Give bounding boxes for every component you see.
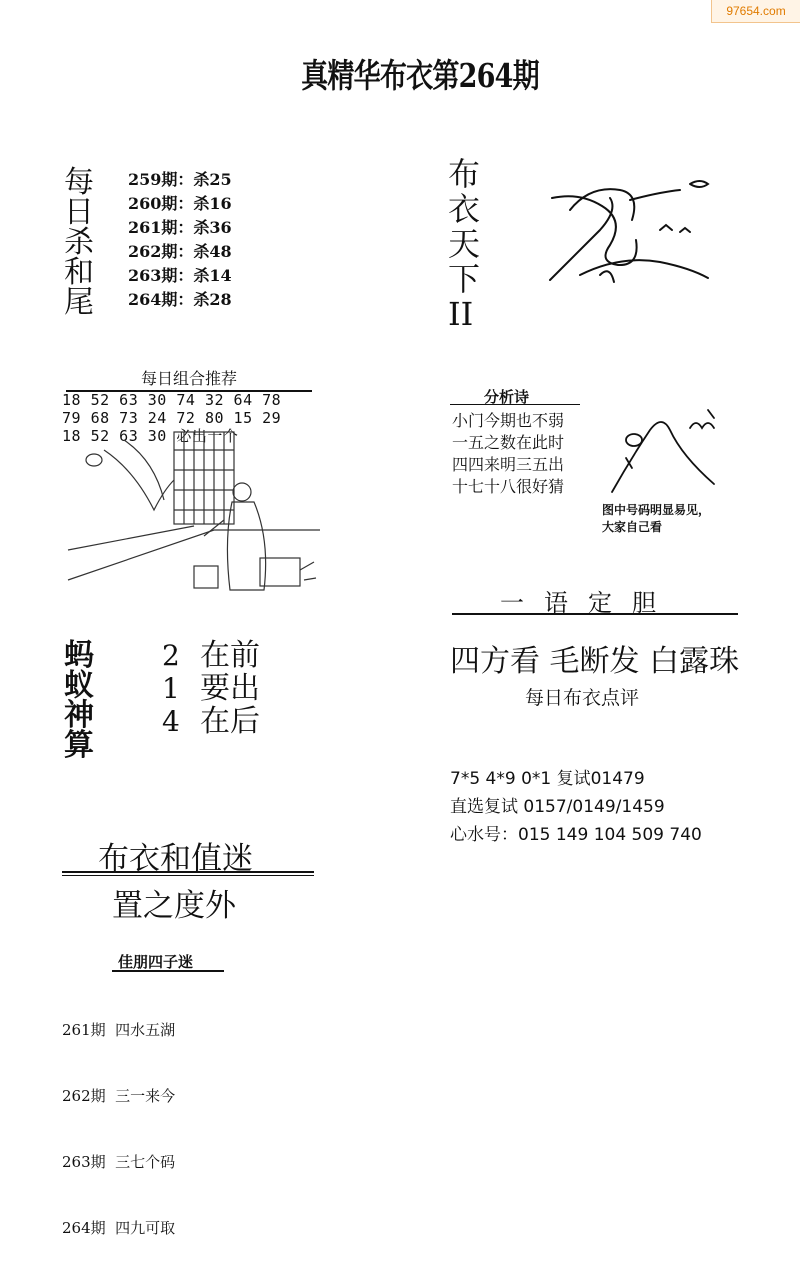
four-riddle-heading: 佳朋四子迷 [118, 953, 194, 971]
site-watermark: 97654.com [711, 0, 800, 23]
kill-vertical-heading: 每 日 杀 和 尾 [64, 165, 94, 320]
code-list [450, 765, 702, 849]
list-item: 264期 四九可取 [62, 1219, 176, 1237]
poem-title: 分析诗 [484, 388, 530, 406]
list-item: 264期：杀28 [128, 290, 232, 309]
list-item: 260期：杀16 [128, 194, 232, 213]
list-item: 262期：杀48 [128, 242, 232, 261]
kill-list [128, 168, 232, 312]
poem-divider [450, 404, 580, 405]
combo-row: 18 52 63 30 必出一个 [62, 427, 239, 445]
sum-riddle-title: 布衣和值迷 [98, 841, 253, 877]
yiyu-divider [452, 613, 738, 615]
code-line: 7*5 4*9 0*1 复试01479 [450, 769, 645, 789]
poem-line: 四四来明三五出 [452, 455, 565, 474]
list-item: 1 要出 [162, 671, 260, 706]
poem-line: 一五之数在此时 [452, 433, 565, 452]
code-line: 心水号：015 149 104 509 740 [450, 825, 702, 845]
picture-hint: 图中号码明显易见， 大家自己看 [602, 503, 711, 534]
list-item: 2 在前 [162, 638, 260, 673]
sum-riddle-divider [62, 871, 314, 873]
list-item: 262期 三一来今 [62, 1087, 176, 1105]
poem-lines [452, 410, 564, 498]
combo-row: 79 68 73 24 72 80 15 29 [62, 409, 282, 427]
code-line: 直选复试 0157/0149/1459 [450, 797, 665, 817]
daily-comment-heading: 每日布衣点评 [525, 687, 640, 709]
buyi-vertical-heading: 布 衣 天 下 II [448, 155, 481, 333]
page-title: 真精华布衣第264期 [301, 56, 539, 95]
scholar-illustration [64, 430, 320, 598]
mayi-vertical-heading: 蚂 蚁 神 算 [64, 638, 94, 763]
list-item: 259期：杀25 [128, 170, 232, 189]
riddle-line: 四方看 毛断发 白露珠 [450, 644, 740, 679]
four-riddle-list [62, 975, 175, 1261]
four-riddle-divider [112, 970, 224, 972]
poem-line: 小门今期也不弱 [452, 411, 565, 430]
yiyu-heading: 一语定胆 [500, 589, 676, 617]
mountain-sketch-image [610, 400, 740, 495]
combo-heading: 每日组合推荐 [66, 366, 312, 392]
bird-sketch-image [540, 170, 720, 300]
sum-riddle-divider [62, 875, 314, 876]
list-item: 263期：杀14 [128, 266, 232, 285]
combo-row: 18 52 63 30 74 32 64 78 [62, 391, 282, 409]
poem-line: 十七十八很好猜 [452, 477, 565, 496]
mayi-list [162, 639, 260, 738]
list-item: 4 在后 [162, 704, 260, 739]
sum-riddle-answer: 置之度外 [112, 888, 236, 924]
list-item: 263期 三七个码 [62, 1153, 176, 1171]
list-item: 261期：杀36 [128, 218, 232, 237]
list-item: 261期 四水五湖 [62, 1021, 176, 1039]
